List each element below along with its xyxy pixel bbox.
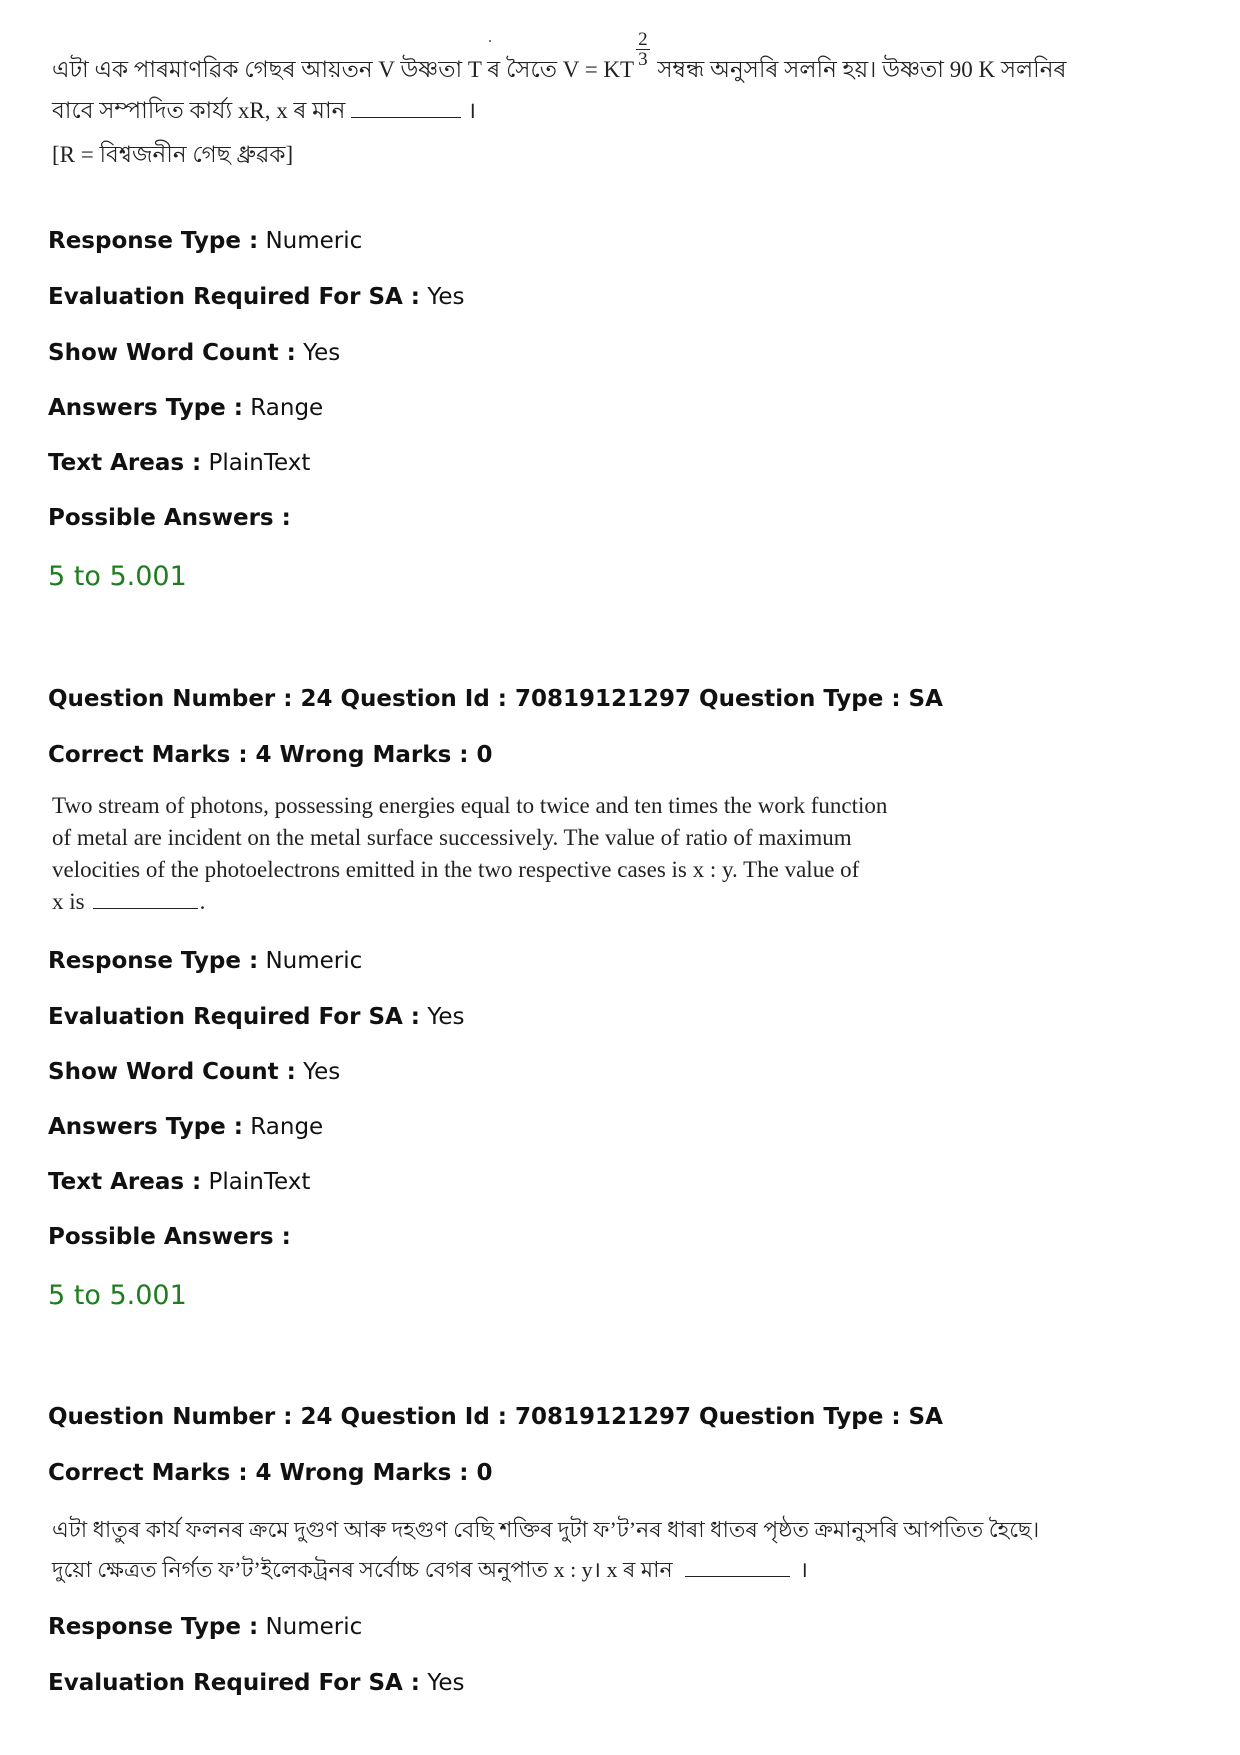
field-label: Text Areas : <box>48 1169 202 1195</box>
question-text: । <box>799 1557 808 1582</box>
show-word-count-field <box>48 338 340 368</box>
question-text: এটা এক পাৰমাণৱিক গেছৰ আয়তন V উষ্ণতা T ৰ সৈতে V = KT <box>52 57 635 82</box>
question-text: . <box>199 889 206 914</box>
question-line <box>52 886 952 918</box>
field-value: Yes <box>295 340 341 366</box>
question-line: [R = বিশ্বজনীন গেছ ধ্ৰুৱক] <box>52 142 294 167</box>
show-word-count-field <box>48 1057 340 1087</box>
question-text: দুয়ো ক্ষেত্ৰত নিৰ্গত ফ’ট’ইলেকট্ৰনৰ সৰ্বোচ্চ বেগৰ অনুপাত x : y। x ৰ মান <box>52 1557 673 1582</box>
answers-type-field <box>48 1112 323 1142</box>
response-type-field <box>48 226 362 256</box>
field-value: Yes <box>295 1059 341 1085</box>
question-text-image <box>52 29 1067 171</box>
field-value: Range <box>242 1114 324 1140</box>
question-text-image <box>52 1510 1040 1590</box>
field-value: Numeric <box>258 228 363 254</box>
field-value: PlainText <box>201 450 311 476</box>
possible-answers-field <box>48 503 291 533</box>
question-line <box>52 1550 952 1590</box>
field-label: Evaluation Required For SA : <box>48 1670 421 1696</box>
question-text-image <box>52 790 952 918</box>
evaluation-required-field <box>48 1668 464 1698</box>
possible-answer-value: 5 to 5.001 <box>48 1280 187 1311</box>
answer-blank <box>351 99 461 118</box>
scan-speck <box>489 40 491 42</box>
field-value: Yes <box>420 1004 465 1030</box>
possible-answers-field <box>48 1222 291 1252</box>
field-label: Response Type : <box>48 948 259 974</box>
answers-type-field <box>48 393 323 423</box>
field-value: Range <box>242 395 324 421</box>
question-text: x is <box>52 889 85 914</box>
field-value: Numeric <box>258 1614 363 1640</box>
field-label: Answers Type : <box>48 395 243 421</box>
question-text: । <box>467 98 477 123</box>
question-text: সম্বন্ধ অনুসৰি সলনি হয়। উষ্ণতা 90 K সলনিৰ <box>657 57 1067 82</box>
field-label: Text Areas : <box>48 450 202 476</box>
question-line: এটা ধাতুৰ কাৰ্য ফলনৰ ক্ৰমে দুগুণ আৰু দহগুণ বেছি শক্তিৰ দুটা ফ’ট’নৰ ধাৰা ধাতৰ পৃষ্ঠত ক্ৰমানুসৰি আপতিত হৈছে। <box>52 1517 1040 1542</box>
question-marks: Correct Marks : 4 Wrong Marks : 0 <box>48 742 493 768</box>
question-text: বাবে সম্পাদিত কাৰ্য্য xR, x ৰ মান <box>52 98 346 123</box>
field-label: Show Word Count : <box>48 340 296 366</box>
text-areas-field <box>48 1167 310 1197</box>
field-value: Yes <box>420 1670 465 1696</box>
answer-blank <box>685 1558 790 1577</box>
question-line: velocities of the photoelectrons emitted in the two respective cases is x : y. The value of <box>52 857 860 882</box>
question-line <box>52 95 952 127</box>
question-line: Two stream of photons, possessing energies equal to twice and ten times the work function <box>52 793 888 818</box>
evaluation-required-field <box>48 1002 464 1032</box>
question-line: of metal are incident on the metal surface successively. The value of ratio of maximum <box>52 825 852 850</box>
field-label: Evaluation Required For SA : <box>48 284 421 310</box>
field-label: Evaluation Required For SA : <box>48 1004 421 1030</box>
response-type-field <box>48 1612 362 1642</box>
possible-answer-value: 5 to 5.001 <box>48 561 187 592</box>
question-header: Question Number : 24 Question Id : 70819121297 Question Type : SA <box>48 686 943 712</box>
field-label: Show Word Count : <box>48 1059 296 1085</box>
field-label: Response Type : <box>48 228 259 254</box>
question-marks: Correct Marks : 4 Wrong Marks : 0 <box>48 1460 493 1486</box>
field-label: Possible Answers : <box>48 1224 291 1250</box>
fraction-numerator: 2 <box>638 29 648 50</box>
evaluation-required-field <box>48 282 464 312</box>
text-areas-field <box>48 448 310 478</box>
fraction-denominator: 3 <box>638 49 648 70</box>
field-label: Answers Type : <box>48 1114 243 1140</box>
question-header: Question Number : 24 Question Id : 70819121297 Question Type : SA <box>48 1404 943 1430</box>
answer-blank <box>93 890 198 909</box>
field-value: PlainText <box>201 1169 311 1195</box>
exponent-fraction <box>636 30 650 69</box>
field-value: Numeric <box>258 948 363 974</box>
field-label: Possible Answers : <box>48 505 291 531</box>
field-label: Response Type : <box>48 1614 259 1640</box>
field-value: Yes <box>420 284 465 310</box>
question-line <box>52 29 1067 87</box>
response-type-field <box>48 946 362 976</box>
